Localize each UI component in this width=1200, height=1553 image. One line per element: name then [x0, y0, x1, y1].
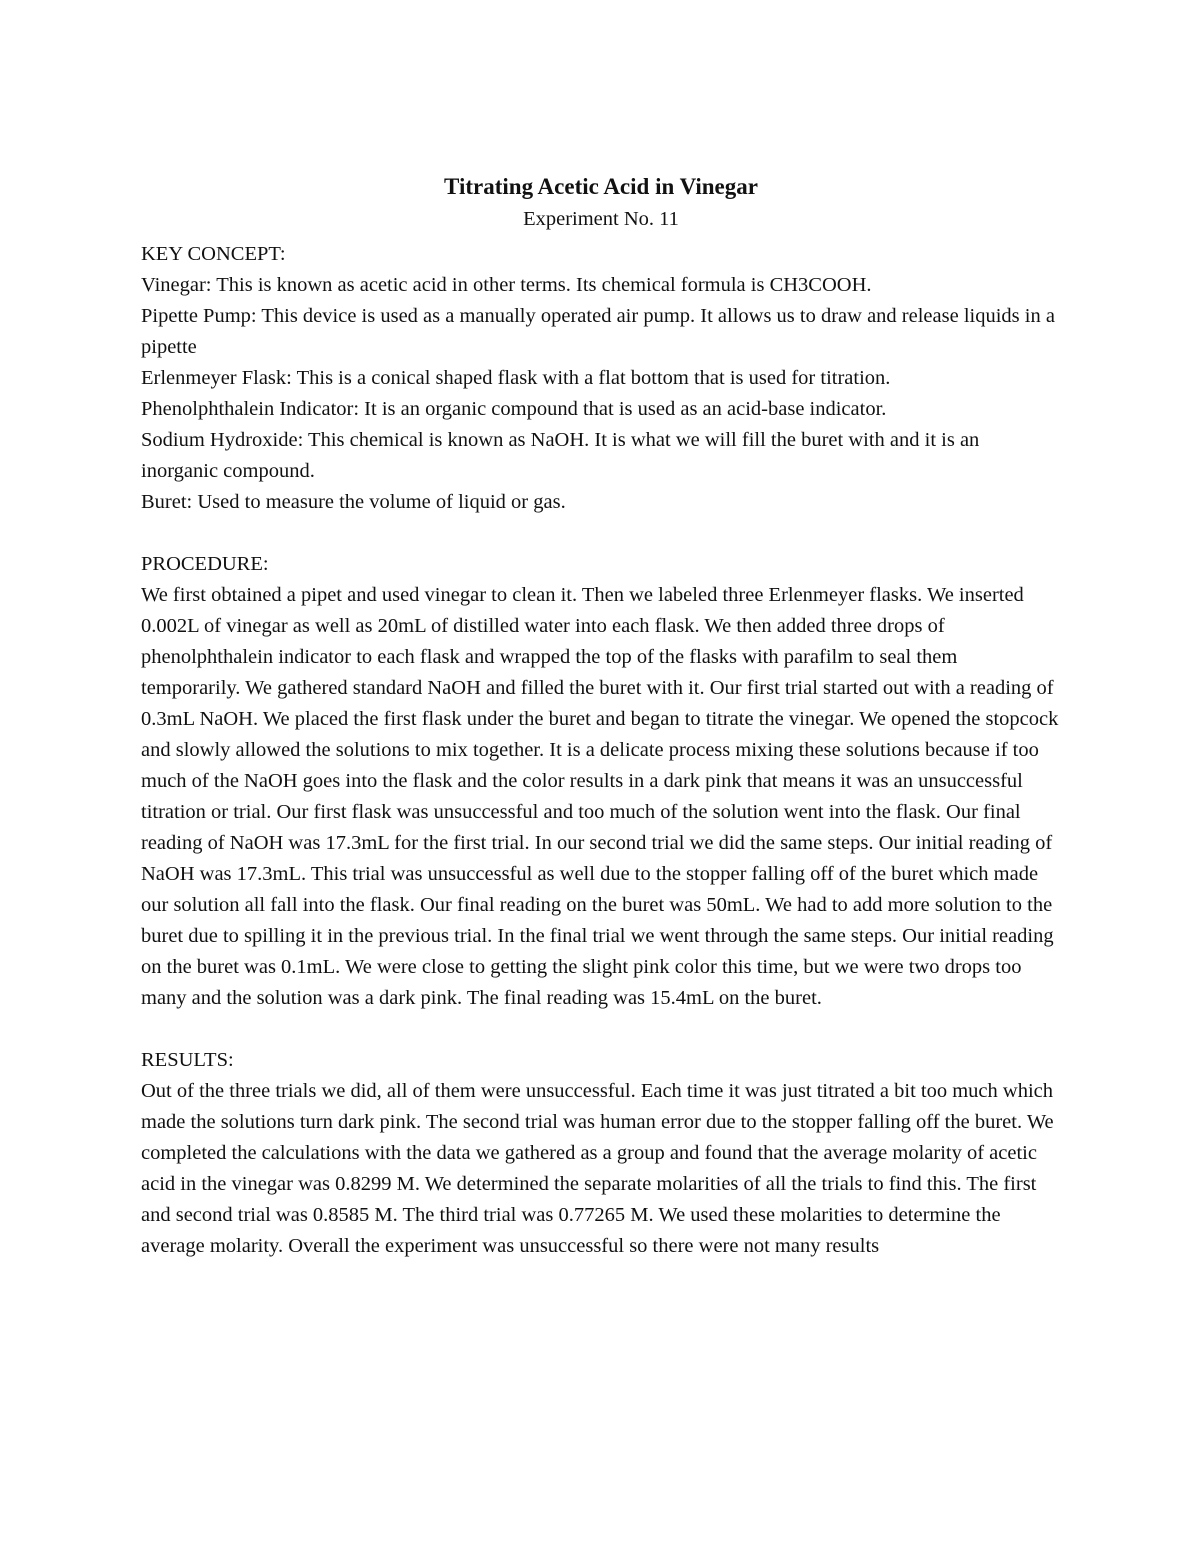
key-concept-heading: KEY CONCEPT:: [141, 243, 286, 265]
procedure-heading: PROCEDURE:: [141, 553, 269, 575]
procedure-section: [141, 549, 1061, 1014]
key-concept-item-vinegar: Vinegar: This is known as acetic acid in other terms. Its chemical formula is CH3COOH.: [141, 274, 872, 296]
results-heading: RESULTS:: [141, 1049, 234, 1071]
key-concept-item-buret: Buret: Used to measure the volume of liquid or gas.: [141, 491, 566, 513]
procedure-text: We first obtained a pipet and used vinegar to clean it. Then we labeled three Erlenmeyer flasks. We inserted 0.002L of vinegar as well as 20mL of distilled water into each flask. We then added three drops of phenolphthalein indicator to each flask and wrapped the top of the flasks with parafilm to seal them temporarily. We gathered standard NaOH and filled the buret with it. Our first trial started out with a reading of 0.3mL NaOH. We placed the first flask under the buret and began to titrate the vinegar. We opened the stopcock and slowly allowed the solutions to mix together. It is a delicate process mixing these solutions because if too much of the NaOH goes into the flask and the color results in a dark pink that means it was an unsuccessful titration or trial. Our first flask was unsuccessful and too much of the solution went into the flask. Our final reading of NaOH was 17.3mL for the first trial. In our second trial we did the same steps. Our initial reading of NaOH was 17.3mL. This trial was unsuccessful as well due to the stopper falling off of the buret which made our solution all fall into the flask. Our final reading on the buret was 50mL. We had to add more solution to the buret due to spilling it in the previous trial. In the final trial we went through the same steps. Our initial reading on the buret was 0.1mL. We were close to getting the slight pink color this time, but we were two drops too many and the solution was a dark pink. The final reading was 15.4mL on the buret.: [141, 584, 1059, 1009]
key-concept-item-pipette-pump: Pipette Pump: This device is used as a manually operated air pump. It allows us to draw and release liquids in a pipette: [141, 305, 1055, 358]
document-subtitle: Experiment No. 11: [523, 208, 679, 230]
results-section: [141, 1045, 1061, 1262]
section-spacer: [141, 518, 1061, 549]
key-concept-section: [141, 239, 1061, 518]
results-text: Out of the three trials we did, all of them were unsuccessful. Each time it was just titrated a bit too much which made the solutions turn dark pink. The second trial was human error due to the stopper falling off the buret. We completed the calculations with the data we gathered as a group and found that the average molarity of acetic acid in the vinegar was 0.8299 M. We determined the separate molarities of all the trials to find this. The first and second trial was 0.8585 M. The third trial was 0.77265 M. We used these molarities to determine the average molarity. Overall the experiment was unsuccessful so there were not many results: [141, 1080, 1054, 1257]
document-page: [141, 170, 1061, 1262]
key-concept-item-erlenmeyer-flask: Erlenmeyer Flask: This is a conical shaped flask with a flat bottom that is used for titration.: [141, 367, 891, 389]
document-title: Titrating Acetic Acid in Vinegar: [444, 174, 758, 199]
section-spacer: [141, 1014, 1061, 1045]
key-concept-item-phenolphthalein: Phenolphthalein Indicator: It is an organic compound that is used as an acid-base indicator.: [141, 398, 887, 420]
key-concept-item-sodium-hydroxide: Sodium Hydroxide: This chemical is known as NaOH. It is what we will fill the buret with and it is an inorganic compound.: [141, 429, 980, 482]
